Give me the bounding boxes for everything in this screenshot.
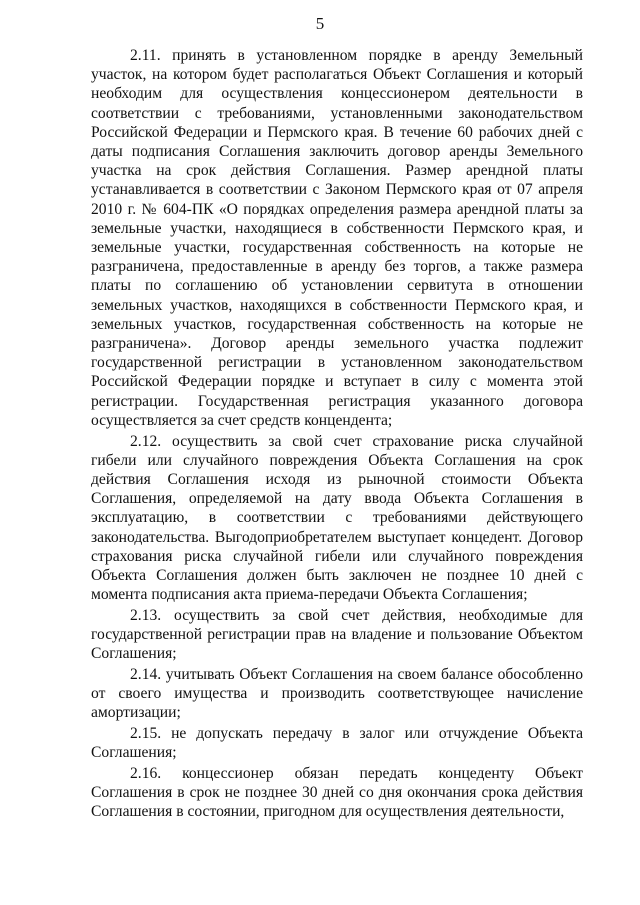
paragraph-2-15: 2.15. не допускать передачу в залог или отчуждение Объекта Соглашения; xyxy=(91,725,583,762)
paragraph-2-14: 2.14. учитывать Объект Соглашения на своем балансе обособленно от своего имущества и производить соответствующее начисление амортизации; xyxy=(91,666,583,722)
paragraph-2-12: 2.12. осуществить за свой счет страхование риска случайной гибели или случайного повреждения Объекта Соглашения на срок действия Соглашения исходя из рыночной стоимости Объекта Соглашения, определяемой на дату ввода Объекта Соглашения в эксплуатацию, в соответствии с требованиями действующего законодательства. Выгодоприобретателем выступает концедент. Договор страхования риска случайной гибели или случайного повреждения Объекта Соглашения должен быть заключен не позднее 10 дней с момента подписания акта приема-передачи Объекта Соглашения; xyxy=(91,432,583,604)
paragraph-2-16: 2.16. концессионер обязан передать концеденту Объект Соглашения в срок не позднее 30 дней со дня окончания срока действия Соглашения в состоянии, пригодном для осуществления деятельности, xyxy=(91,765,583,821)
paragraph-2-13: 2.13. осуществить за свой счет действия, необходимые для государственной регистрации прав на владение и пользование Объектом Соглашения; xyxy=(91,606,583,663)
document-body xyxy=(91,46,583,823)
page-number: 5 xyxy=(315,14,325,33)
paragraph-2-11: 2.11. принять в установленном порядке в аренду Земельный участок, на котором будет располагаться Объект Соглашения и который необходим для осуществления концессионером деятельности в соответствии с требованиями, установленными законодательством Российской Федерации и Пермского края. В течение 60 рабочих дней с даты подписания Соглашения заключить договор аренды Земельного участка на срок действия Соглашения. Размер арендной платы устанавливается в соответствии с Законом Пермского края от 07 апреля 2010 г. № 604-ПК «О порядках определения размера арендной платы за земельные участки, находящиеся в собственности Пермского края, и земельные участки, государственная собственность на которые не разграничена, предоставленные в аренду без торгов, а также размера платы по соглашению об установлении сервитута в отношении земельных участков, находящихся в собственности Пермского края, и земельных участков, государственная собственность на которые не разграничена». Договор аренды земельного участка подлежит государственной регистрации в установленном законодательством Российской Федерации порядке и вступает в силу с момента этой регистрации. Государственная регистрация указанного договора осуществляется за счет средств концендента; xyxy=(91,47,583,429)
